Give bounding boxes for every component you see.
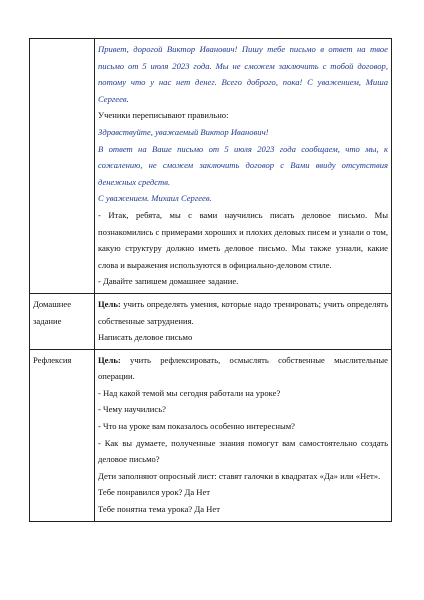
goal-text: учить рефлексировать, осмыслять собственные мыслительные операции. — [98, 354, 388, 382]
stage-cell-empty — [30, 39, 95, 294]
goal-label: Цель: — [98, 298, 121, 309]
table-row-reflection — [30, 349, 392, 521]
homework-intro: - Давайте запишем домашнее задание. — [98, 276, 239, 287]
table-row-lesson-content — [30, 39, 392, 294]
letter-signature: С уважением. Михаил Сергеев. — [98, 193, 212, 204]
goal-text: учить определять умения, которые надо тренировать; учить определять собственные затруднения. — [98, 298, 388, 326]
reflection-cell — [95, 349, 392, 521]
incorrect-letter-example: Привет, дорогой Виктор Иванович! Пишу тебе письмо в ответ на твое письмо от 5 июля 2023 года. Мы не сможем заключить с тобой договор, потому что у нас нет денег. Всего доброго, пока! С уважением, Миша Сергеев. — [98, 44, 388, 104]
reflection-question-2: - Чему научились? — [98, 404, 166, 415]
stage-cell-homework: Домашнее задание — [30, 293, 95, 349]
reflection-question-4: - Как вы думаете, полученные знания помогут вам самостоятельно создать деловое письмо? — [98, 437, 388, 465]
reflection-question-3: - Что на уроке вам показалось особенно интересным? — [98, 421, 295, 432]
homework-goal — [98, 296, 388, 329]
table-row-homework — [30, 293, 392, 349]
rewrite-instruction: Ученики переписывают правильно: — [98, 110, 229, 121]
stage-cell-reflection: Рефлексия — [30, 349, 95, 521]
goal-label: Цель: — [98, 354, 121, 365]
reflection-goal — [98, 352, 388, 385]
survey-question-2: Тебе понятна тема урока? Да Нет — [98, 504, 220, 515]
lesson-plan-table — [29, 38, 392, 522]
reflection-question-1: - Над какой темой мы сегодня работали на уроке? — [98, 387, 281, 398]
survey-question-1: Тебе понравился урок? Да Нет — [98, 487, 211, 498]
homework-task: Написать деловое письмо — [98, 332, 193, 343]
lesson-summary: - Итак, ребята, мы с вами научились писать деловое письмо. Мы познакомились с примерами хороших и плохих деловых писем и узнали о том, какую структуру должно иметь деловое письмо. Мы также узнали, какие слова и выражения используются в официально-деловом стиле. — [98, 209, 388, 270]
correct-letter-body: В ответ на Ваше письмо от 5 июля 2023 года сообщаем, что мы, к сожалению, не сможем заключить договор с Вами ввиду отсутствия денежных средств. — [98, 143, 388, 187]
content-cell — [95, 39, 392, 294]
letter-greeting: Здравствуйте, уважаемый Виктор Иванович! — [98, 126, 269, 137]
survey-instruction: Дети заполняют опросный лист: ставят галочки в квадратах «Да» или «Нет». — [98, 470, 381, 481]
homework-cell — [95, 293, 392, 349]
